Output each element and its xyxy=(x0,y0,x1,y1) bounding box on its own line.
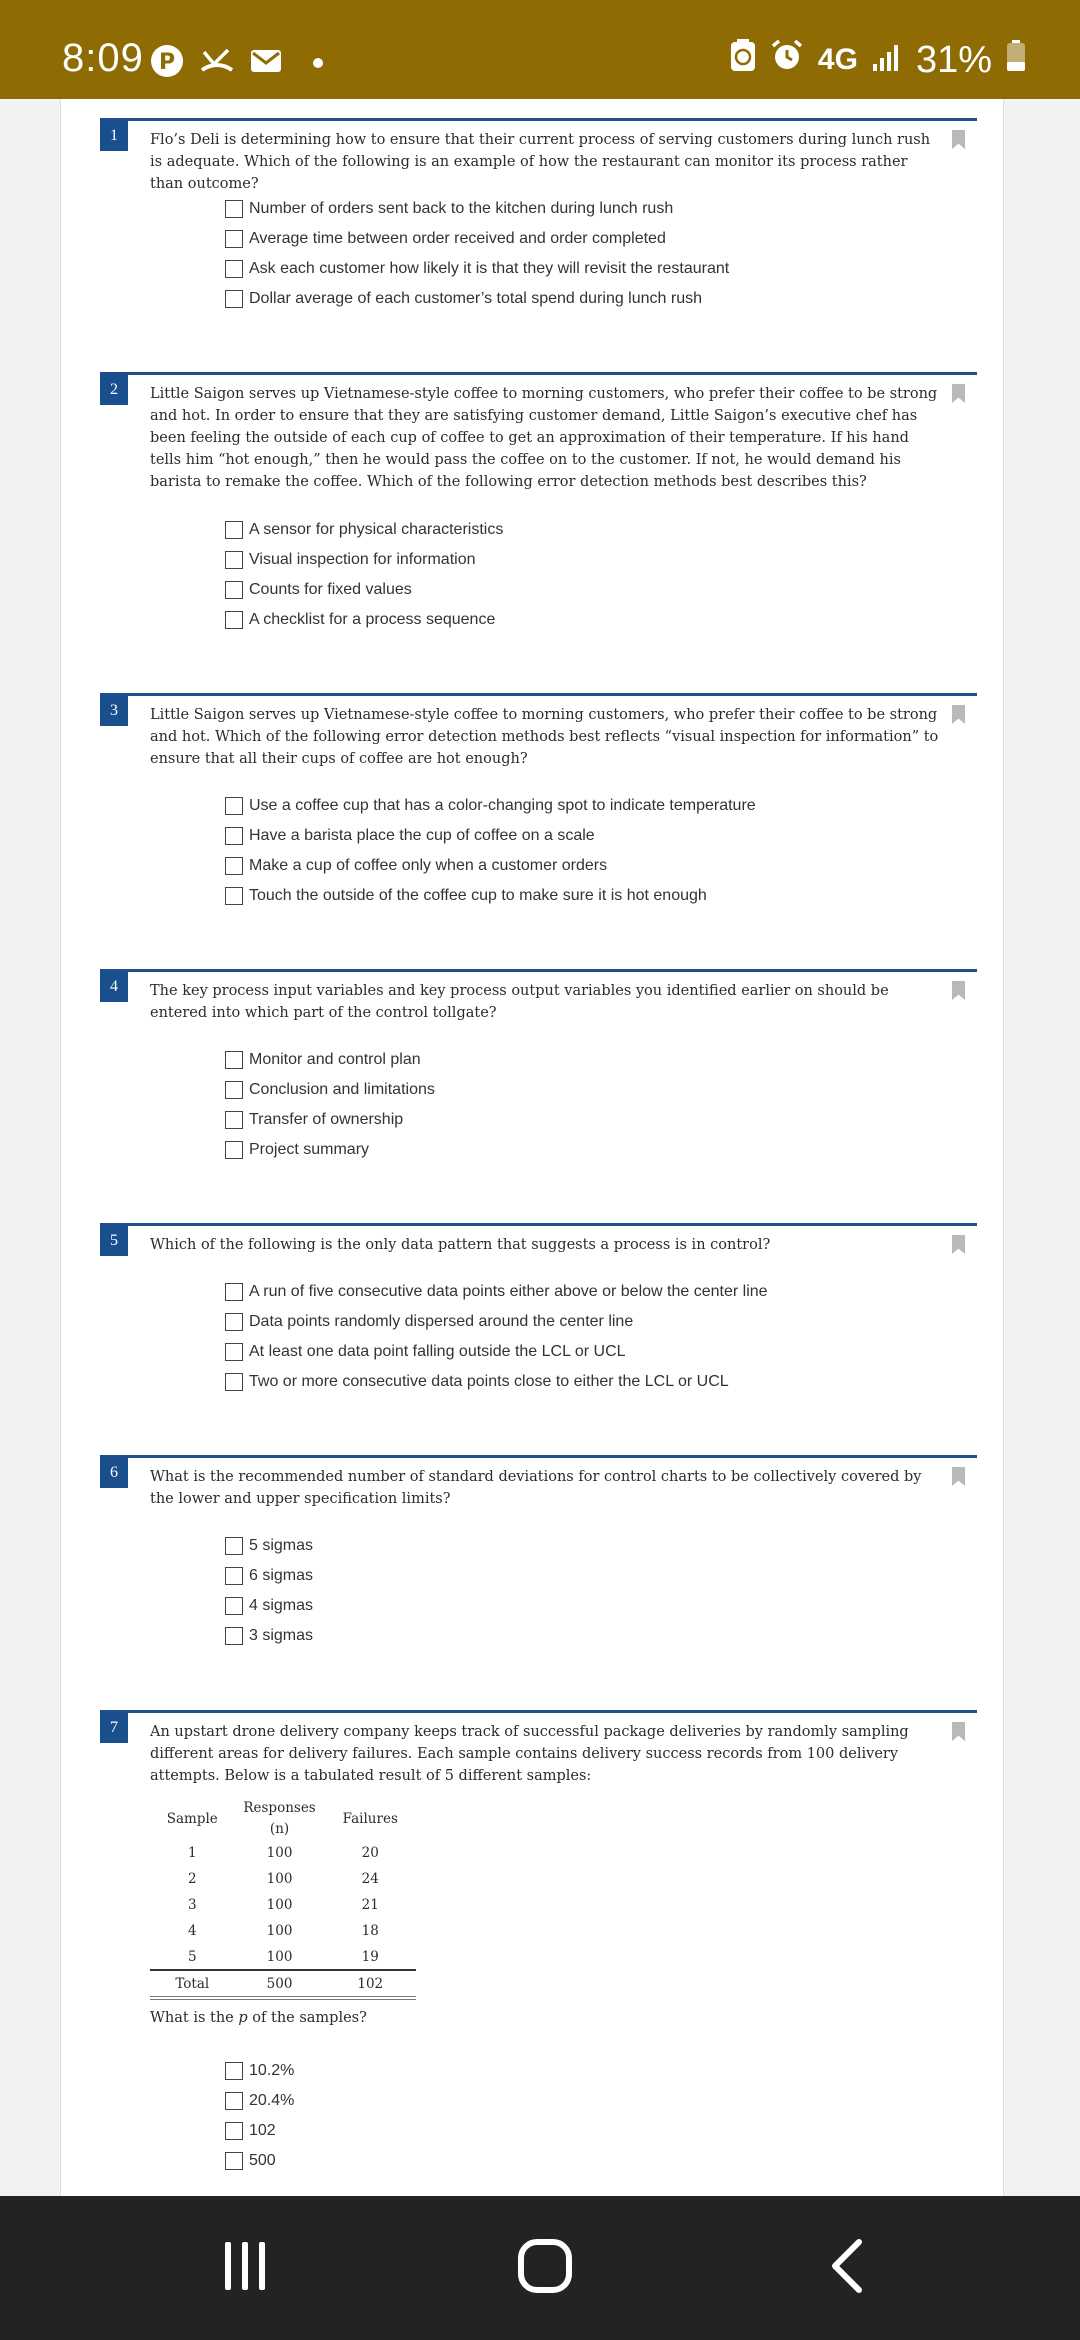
table-total-row xyxy=(150,1970,416,1998)
option[interactable] xyxy=(225,1531,313,1561)
option[interactable] xyxy=(225,1135,435,1165)
table-cell: 102 xyxy=(325,1970,416,1998)
option-label: Data points randomly dispersed around the center line xyxy=(249,1313,634,1330)
back-button[interactable] xyxy=(772,2196,922,2340)
table-cell: 100 xyxy=(266,1871,293,1887)
option[interactable] xyxy=(225,1277,768,1307)
table-cell: 500 xyxy=(235,1970,325,1998)
option[interactable] xyxy=(225,515,503,545)
option[interactable] xyxy=(225,1075,435,1105)
option[interactable] xyxy=(225,1591,313,1621)
option[interactable] xyxy=(225,1337,768,1367)
checkbox[interactable] xyxy=(225,887,243,905)
option[interactable] xyxy=(225,575,503,605)
pinterest-icon xyxy=(150,44,184,83)
question-divider xyxy=(100,372,977,375)
question-number: 2 xyxy=(100,375,128,405)
home-icon xyxy=(517,2238,573,2299)
question-text: Little Saigon serves up Vietnamese-style coffee to morning customers, who prefer their coffee to be strong and hot. Which of the following error detection methods best reflects “visual inspection for information” to ensure that all their cups of coffee are hot enough? xyxy=(150,707,939,767)
question-divider xyxy=(100,1455,977,1458)
question-number: 4 xyxy=(100,972,128,1002)
options-list xyxy=(225,515,503,635)
option-label: Number of orders sent back to the kitchen during lunch rush xyxy=(249,200,674,217)
option-label: Use a coffee cup that has a color-changing spot to indicate temperature xyxy=(249,797,756,814)
option-label: 500 xyxy=(249,2152,276,2169)
table-row xyxy=(150,1892,416,1918)
table-row xyxy=(150,1918,416,1944)
option-label: Touch the outside of the coffee cup to make sure it is hot enough xyxy=(249,887,707,904)
option-label: Have a barista place the cup of coffee on a scale xyxy=(249,827,595,844)
question-text: An upstart drone delivery company keeps track of successful package deliveries by randomly sampling different areas for delivery failures. Each sample contains delivery success records from 100 delivery attempts. Below is a tabulated result of 5 different samples: xyxy=(150,1724,909,1784)
option-label: 20.4% xyxy=(249,2092,295,2109)
option[interactable] xyxy=(225,545,503,575)
checkbox[interactable] xyxy=(225,1283,243,1301)
option[interactable] xyxy=(225,2116,294,2146)
option[interactable] xyxy=(225,1045,435,1075)
option-label: 3 sigmas xyxy=(249,1627,314,1644)
checkbox[interactable] xyxy=(225,1051,243,1069)
status-bar xyxy=(0,0,1080,99)
recent-apps-button[interactable] xyxy=(170,2196,320,2340)
table-cell: 100 xyxy=(266,1845,293,1861)
option-label: Ask each customer how likely it is that they will revisit the restaurant xyxy=(249,260,730,277)
option-label: Counts for fixed values xyxy=(249,581,412,598)
checkbox[interactable] xyxy=(225,857,243,875)
question-text: Flo’s Deli is determining how to ensure that their current process of serving customers during lunch rush is adequate. Which of the following is an example of how the restaurant can monitor its process rather than outcome? xyxy=(150,132,931,192)
table-cell: 100 xyxy=(266,1948,293,1965)
table-cell: 19 xyxy=(361,1948,379,1965)
option[interactable] xyxy=(225,2146,294,2176)
table-cell: 100 xyxy=(266,1923,293,1939)
battery-percent: 31% xyxy=(915,38,992,81)
option-label: A sensor for physical characteristics xyxy=(249,521,504,538)
table-header-row xyxy=(150,1798,416,1840)
follow-up-variable: p xyxy=(238,2010,248,2026)
checkbox[interactable] xyxy=(225,1111,243,1129)
battery-saver-icon xyxy=(730,38,756,82)
missed-call-icon xyxy=(200,46,234,81)
options-list xyxy=(225,1531,313,1651)
checkbox[interactable] xyxy=(225,1373,243,1391)
checkbox[interactable] xyxy=(225,2092,243,2110)
option[interactable] xyxy=(225,2056,294,2086)
checkbox[interactable] xyxy=(225,260,243,278)
dot-icon xyxy=(298,46,328,81)
follow-up-prefix: What is the xyxy=(150,2010,239,2026)
option[interactable] xyxy=(225,1621,313,1651)
status-time: 8:09 xyxy=(62,36,144,80)
checkbox[interactable] xyxy=(225,230,243,248)
checkbox[interactable] xyxy=(225,200,243,218)
battery-icon xyxy=(1006,39,1026,82)
option-label: Make a cup of coffee only when a customer orders xyxy=(249,857,608,874)
question-divider xyxy=(100,1710,977,1713)
table-cell: 1 xyxy=(187,1845,197,1861)
table-row xyxy=(150,1840,416,1866)
question-divider xyxy=(100,1223,977,1226)
table-header: Failures xyxy=(342,1810,398,1827)
notification-icons xyxy=(150,44,328,83)
checkbox[interactable] xyxy=(225,521,243,539)
samples-table xyxy=(150,1798,416,2000)
table-cell: 21 xyxy=(361,1897,379,1913)
checkbox[interactable] xyxy=(225,581,243,599)
follow-up-question xyxy=(150,2010,367,2026)
question-divider xyxy=(100,693,977,696)
question-text: The key process input variables and key process output variables you identified earlier on should be entered into which part of the control tollgate? xyxy=(150,983,889,1021)
table-cell: 2 xyxy=(187,1871,197,1887)
back-icon xyxy=(827,2238,867,2299)
home-button[interactable] xyxy=(470,2196,620,2340)
option-label: A checklist for a process sequence xyxy=(249,611,496,628)
checkbox[interactable] xyxy=(225,1567,243,1585)
question-text: What is the recommended number of standard deviations for control charts to be collectively covered by the lower and upper specification limits? xyxy=(150,1469,922,1507)
signal-icon xyxy=(872,39,902,82)
checkbox[interactable] xyxy=(225,290,243,308)
options-list xyxy=(225,1277,768,1397)
system-icons xyxy=(730,38,1026,82)
options-list xyxy=(225,791,756,911)
table-header: Responses (n) xyxy=(243,1800,316,1837)
checkbox[interactable] xyxy=(225,551,243,569)
navigation-bar xyxy=(0,2196,1080,2340)
checkbox[interactable] xyxy=(225,2122,243,2140)
table-cell: 3 xyxy=(187,1897,197,1913)
table-cell: 100 xyxy=(266,1897,293,1913)
table-cell: 18 xyxy=(361,1923,379,1939)
option-label: Two or more consecutive data points close to either the LCL or UCL xyxy=(249,1373,729,1390)
table-cell: Total xyxy=(150,1970,235,1998)
checkbox[interactable] xyxy=(225,1343,243,1361)
option[interactable] xyxy=(225,881,756,911)
checkbox[interactable] xyxy=(225,2152,243,2170)
table-header: Sample xyxy=(166,1810,218,1827)
table-row xyxy=(150,1944,416,1970)
question-number: 5 xyxy=(100,1226,128,1256)
option[interactable] xyxy=(225,224,729,254)
question-number: 7 xyxy=(100,1713,128,1743)
option[interactable] xyxy=(225,1307,768,1337)
option-label: Transfer of ownership xyxy=(249,1111,404,1128)
table-row xyxy=(150,1866,416,1892)
option-label: Conclusion and limitations xyxy=(249,1081,435,1098)
option-label: Project summary xyxy=(249,1141,370,1158)
checkbox[interactable] xyxy=(225,1627,243,1645)
option[interactable] xyxy=(225,821,756,851)
recent-apps-icon xyxy=(220,2238,270,2299)
checkbox[interactable] xyxy=(225,1141,243,1159)
option[interactable] xyxy=(225,851,756,881)
question-number: 1 xyxy=(100,121,128,151)
table-cell: 4 xyxy=(187,1923,197,1939)
question-text: Which of the following is the only data pattern that suggests a process is in control? xyxy=(150,1237,771,1253)
checkbox[interactable] xyxy=(225,1081,243,1099)
table-cell: 5 xyxy=(187,1948,197,1965)
option[interactable] xyxy=(225,605,503,635)
alarm-icon xyxy=(770,38,804,82)
option-label: Visual inspection for information xyxy=(249,551,476,568)
options-list xyxy=(225,194,729,314)
option[interactable] xyxy=(225,254,729,284)
option-label: 10.2% xyxy=(249,2062,295,2079)
option-label: At least one data point falling outside the LCL or UCL xyxy=(249,1343,626,1360)
option-label: 102 xyxy=(249,2122,276,2139)
option-label: Monitor and control plan xyxy=(249,1051,421,1068)
option-label: A run of five consecutive data points either above or below the center line xyxy=(249,1283,768,1300)
network-4g-icon: 4G xyxy=(817,43,858,76)
option[interactable] xyxy=(225,791,756,821)
option[interactable] xyxy=(225,1561,313,1591)
option-label: Dollar average of each customer’s total spend during lunch rush xyxy=(249,290,702,307)
table-cell: 24 xyxy=(361,1871,379,1887)
checkbox[interactable] xyxy=(225,1537,243,1555)
question-text: Little Saigon serves up Vietnamese-style coffee to morning customers, who prefer their coffee to be strong and hot. In order to ensure that they are satisfying customer demand, Little Saigon’s executive chef has been feeling the outside of each cup of coffee to get an approximation of their temperature. If his hand tells him “hot enough,” then he would pass the coffee on to the customer. If not, he would demand his barista to remake the coffee. Which of the following error detection methods best describes this? xyxy=(150,386,938,490)
checkbox[interactable] xyxy=(225,611,243,629)
question-number: 3 xyxy=(100,696,128,726)
checkbox[interactable] xyxy=(225,797,243,815)
option-label: 6 sigmas xyxy=(249,1567,314,1584)
option[interactable] xyxy=(225,194,729,224)
question-divider xyxy=(100,118,977,121)
checkbox[interactable] xyxy=(225,2062,243,2080)
option-label: 4 sigmas xyxy=(249,1597,314,1614)
question-divider xyxy=(100,969,977,972)
option-label: 5 sigmas xyxy=(249,1537,314,1554)
checkbox[interactable] xyxy=(225,1313,243,1331)
follow-up-suffix: of the samples? xyxy=(247,2010,367,2026)
option[interactable] xyxy=(225,2086,294,2116)
checkbox[interactable] xyxy=(225,1597,243,1615)
options-list xyxy=(225,2056,294,2176)
option[interactable] xyxy=(225,1105,435,1135)
checkbox[interactable] xyxy=(225,827,243,845)
mail-icon xyxy=(250,48,282,79)
options-list xyxy=(225,1045,435,1165)
option-label: Average time between order received and order completed xyxy=(249,230,666,247)
question-number: 6 xyxy=(100,1458,128,1488)
svg-text:P: P xyxy=(158,50,176,75)
option[interactable] xyxy=(225,1367,768,1397)
table-cell: 20 xyxy=(361,1845,379,1861)
option[interactable] xyxy=(225,284,729,314)
